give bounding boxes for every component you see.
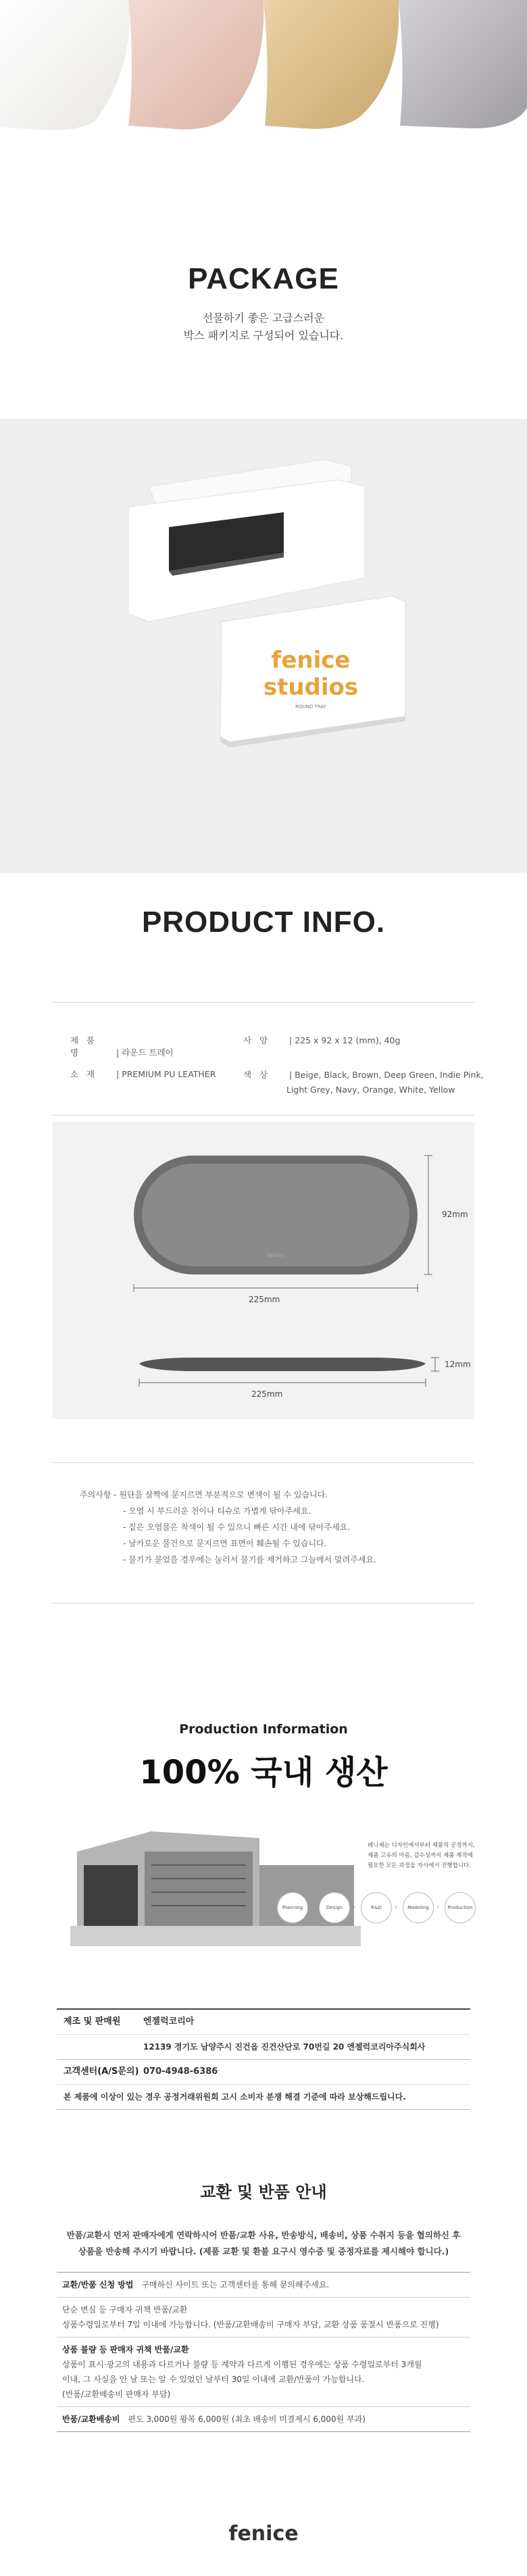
tray-dimension-figure: [53, 1122, 474, 1419]
spec-color-label: 색 상: [243, 1070, 271, 1080]
exchange-seller-text-1: 상품이 표시·광고의 내용과 다르거나 불량 등 계약과 다르게 이행된 경우에는 상품 수령일로부터 3개월: [62, 2360, 422, 2369]
package-box-illustration: [0, 419, 527, 873]
exchange-buyer-head: 단순 변심 등 구매자 귀책 반품/교환: [62, 2305, 188, 2314]
exchange-row-buyer: [57, 2298, 470, 2337]
dim-width-side-label: 225mm: [251, 1389, 283, 1399]
product-info-title: PRODUCT INFO.: [141, 906, 386, 939]
box-logo-line-2: studios: [263, 674, 359, 701]
box-logo-small: ROUND TRAY: [295, 704, 326, 710]
spec-name-label: 제 품 명: [70, 1035, 98, 1058]
production-headline: 100% 국내 생산: [139, 1754, 388, 1791]
spec-name-value: 라운드 트레이: [122, 1047, 174, 1058]
company-info-table: [57, 2008, 470, 2110]
company-key: 고객센터(A/S문의): [64, 2066, 139, 2077]
spec-size-label: 사 양: [243, 1035, 271, 1045]
production-desc-line-1: 페니체는 디자인에서부터 제품의 공정까지,: [368, 1842, 475, 1849]
exchange-seller-text-2: 이내, 그 사실을 안 날 또는 알 수 있었던 날부터 30일 이내에 교환/반품이 가능합니다.: [62, 2375, 365, 2384]
footer-brand-logo: fenice: [228, 2522, 299, 2546]
exchange-method-head: 교환/반품 신청 방법: [62, 2280, 134, 2289]
production-section: [0, 1722, 527, 1793]
package-line-2: 박스 패키지로 구성되어 있습니다.: [183, 329, 344, 342]
flow-arrow-icon: ›: [311, 1904, 313, 1911]
caution-block: [80, 1487, 458, 1568]
flow-arrow-icon: ›: [436, 1904, 439, 1911]
company-value: 본 제품에 이상이 있는 경우 공정거래위원회 고시 소비자 분쟁 해결 기준에 따라 보상해드립니다.: [64, 2092, 406, 2102]
exchange-intro: [0, 2227, 527, 2260]
package-photo: [0, 419, 527, 873]
exchange-row-method: [57, 2273, 470, 2298]
company-value: 070-4948-6386: [143, 2066, 218, 2077]
caution-top-rule: [53, 1462, 474, 1463]
flow-step: Design: [319, 1892, 350, 1923]
tray-drawing: [53, 1122, 474, 1419]
flow-step: Modeling: [403, 1892, 434, 1923]
dim-height-label: 92mm: [442, 1210, 468, 1219]
spec-color: 색 상 | Beige, Black, Brown, Deep Green, Indie Pink, Light Grey, Navy, Orange, White, Yellow: [243, 1068, 484, 1097]
exchange-buyer-text: 상품수령일로부터 7일 이내에 가능합니다. (반품/교환배송비 구매자 부담, 교환 상품 품절시 반품으로 진행): [62, 2320, 439, 2329]
product-info-section: [0, 906, 527, 939]
silver-swatch: [399, 0, 527, 128]
spec-material-value: PREMIUM PU LEATHER: [122, 1069, 216, 1079]
company-key: [64, 2039, 143, 2055]
exchange-section: [0, 2179, 527, 2202]
caution-line: - 오염 시 부드러운 천이나 티슈로 가볍게 닦아주세요.: [123, 1506, 311, 1516]
exchange-intro-line-1: 반품/교환시 먼저 판매자에게 연락하시어 반품/교환 사유, 반송방식, 배송비, 상품 수취지 등을 협의하신 후: [66, 2230, 461, 2240]
package-section: [0, 262, 527, 296]
package-title: PACKAGE: [188, 262, 339, 295]
exchange-method-text: 구매하신 사이트 또는 고객센터를 통해 문의해주세요.: [141, 2280, 330, 2289]
caution-line: - 짙은 오염물은 착색이 될 수 있으니 빠른 시간 내에 닦아주세요.: [123, 1522, 351, 1532]
caution-bottom-rule: [53, 1603, 474, 1604]
company-row: [57, 2085, 470, 2109]
caution-line: 주의사항 - 원단을 살짝에 문지르면 부분적으로 변색이 될 수 있습니다.: [80, 1490, 328, 1500]
exchange-seller-head: 상품 불량 등 판매자 귀책 반품/교환: [62, 2345, 189, 2354]
production-desc-line-3: 필요한 모든 과정을 자사에서 진행합니다.: [368, 1862, 472, 1869]
spec-color-value-1: Beige, Black, Brown, Deep Green, Indie Pink,: [295, 1070, 484, 1080]
flow-step: Planning: [277, 1892, 308, 1923]
exchange-row-fee: [57, 2407, 470, 2431]
exchange-intro-line-2: 상품을 반송해 주시기 바랍니다. (제품 교환 및 환불 요구시 영수증 및 증정자료를 제시해야 합니다.): [78, 2246, 449, 2256]
production-description: [368, 1841, 503, 1871]
production-flow: [277, 1892, 493, 1926]
dim-width-top-label: 225mm: [249, 1295, 280, 1304]
production-desc-line-2: 제품 고유의 아름, 감수성까지 제품 제작에: [368, 1852, 473, 1859]
company-key: 제조 및 판매원: [64, 2016, 121, 2027]
spec-color-value-2: Light Grey, Navy, Orange, White, Yellow: [286, 1085, 455, 1095]
exchange-fee-head: 반품/교환배송비: [62, 2414, 120, 2424]
exchange-seller-text-3: (반품/교환배송비 판매자 부담): [62, 2389, 171, 2399]
exchange-fee-text: 편도 3,000원 왕복 6,000원 (최초 배송비 미결제시 6,000원 부과): [128, 2414, 366, 2424]
package-description: [0, 309, 527, 345]
flow-arrow-icon: ›: [353, 1904, 355, 1911]
flow-step: Production: [445, 1892, 476, 1923]
production-subtitle: Production Information: [179, 1722, 348, 1737]
company-row: [57, 2010, 470, 2035]
info-top-rule: [53, 1002, 474, 1003]
exchange-title: 교환 및 반품 안내: [200, 2183, 327, 2202]
spec-name: 제 품 명 | 라운드 트레이: [70, 1035, 174, 1058]
caution-line: - 날카로운 물건으로 문지르면 표면이 훼손될 수 있습니다.: [123, 1539, 327, 1548]
info-mid-rule: [53, 1115, 474, 1116]
dim-thickness-label: 12mm: [445, 1360, 471, 1369]
package-line-1: 선물하기 좋은 고급스러운: [202, 312, 325, 324]
company-value: 엔젤럭코리아: [143, 2016, 195, 2027]
caution-line: - 물기가 묻었을 경우에는 눌러서 물기를 제거하고 그늘에서 말려주세요.: [123, 1555, 376, 1564]
spec-size-value: 225 x 92 x 12 (mm), 40g: [295, 1035, 401, 1045]
company-value: 12139 경기도 남양주시 진건읍 진건산단로 70번길 20 엔젤럭코리아주식회사: [143, 2042, 426, 2052]
spec-material: 소 재 | PREMIUM PU LEATHER: [70, 1069, 216, 1079]
company-row: [57, 2035, 470, 2060]
exchange-row-seller: [57, 2337, 470, 2407]
flow-arrow-icon: ›: [395, 1904, 397, 1911]
spec-size: 사 양 | 225 x 92 x 12 (mm), 40g: [243, 1035, 401, 1045]
company-row: [57, 2060, 470, 2085]
color-swatch-banner: [0, 0, 527, 132]
swatch-strip-graphic: [0, 0, 527, 132]
box-logo-line-1: fenice: [271, 647, 351, 674]
exchange-table: [57, 2272, 470, 2432]
footer: [0, 2522, 527, 2546]
tray-logo: fenice: [267, 1252, 284, 1258]
spec-material-label: 소 재: [70, 1069, 98, 1079]
flow-step: R&D: [361, 1892, 392, 1923]
